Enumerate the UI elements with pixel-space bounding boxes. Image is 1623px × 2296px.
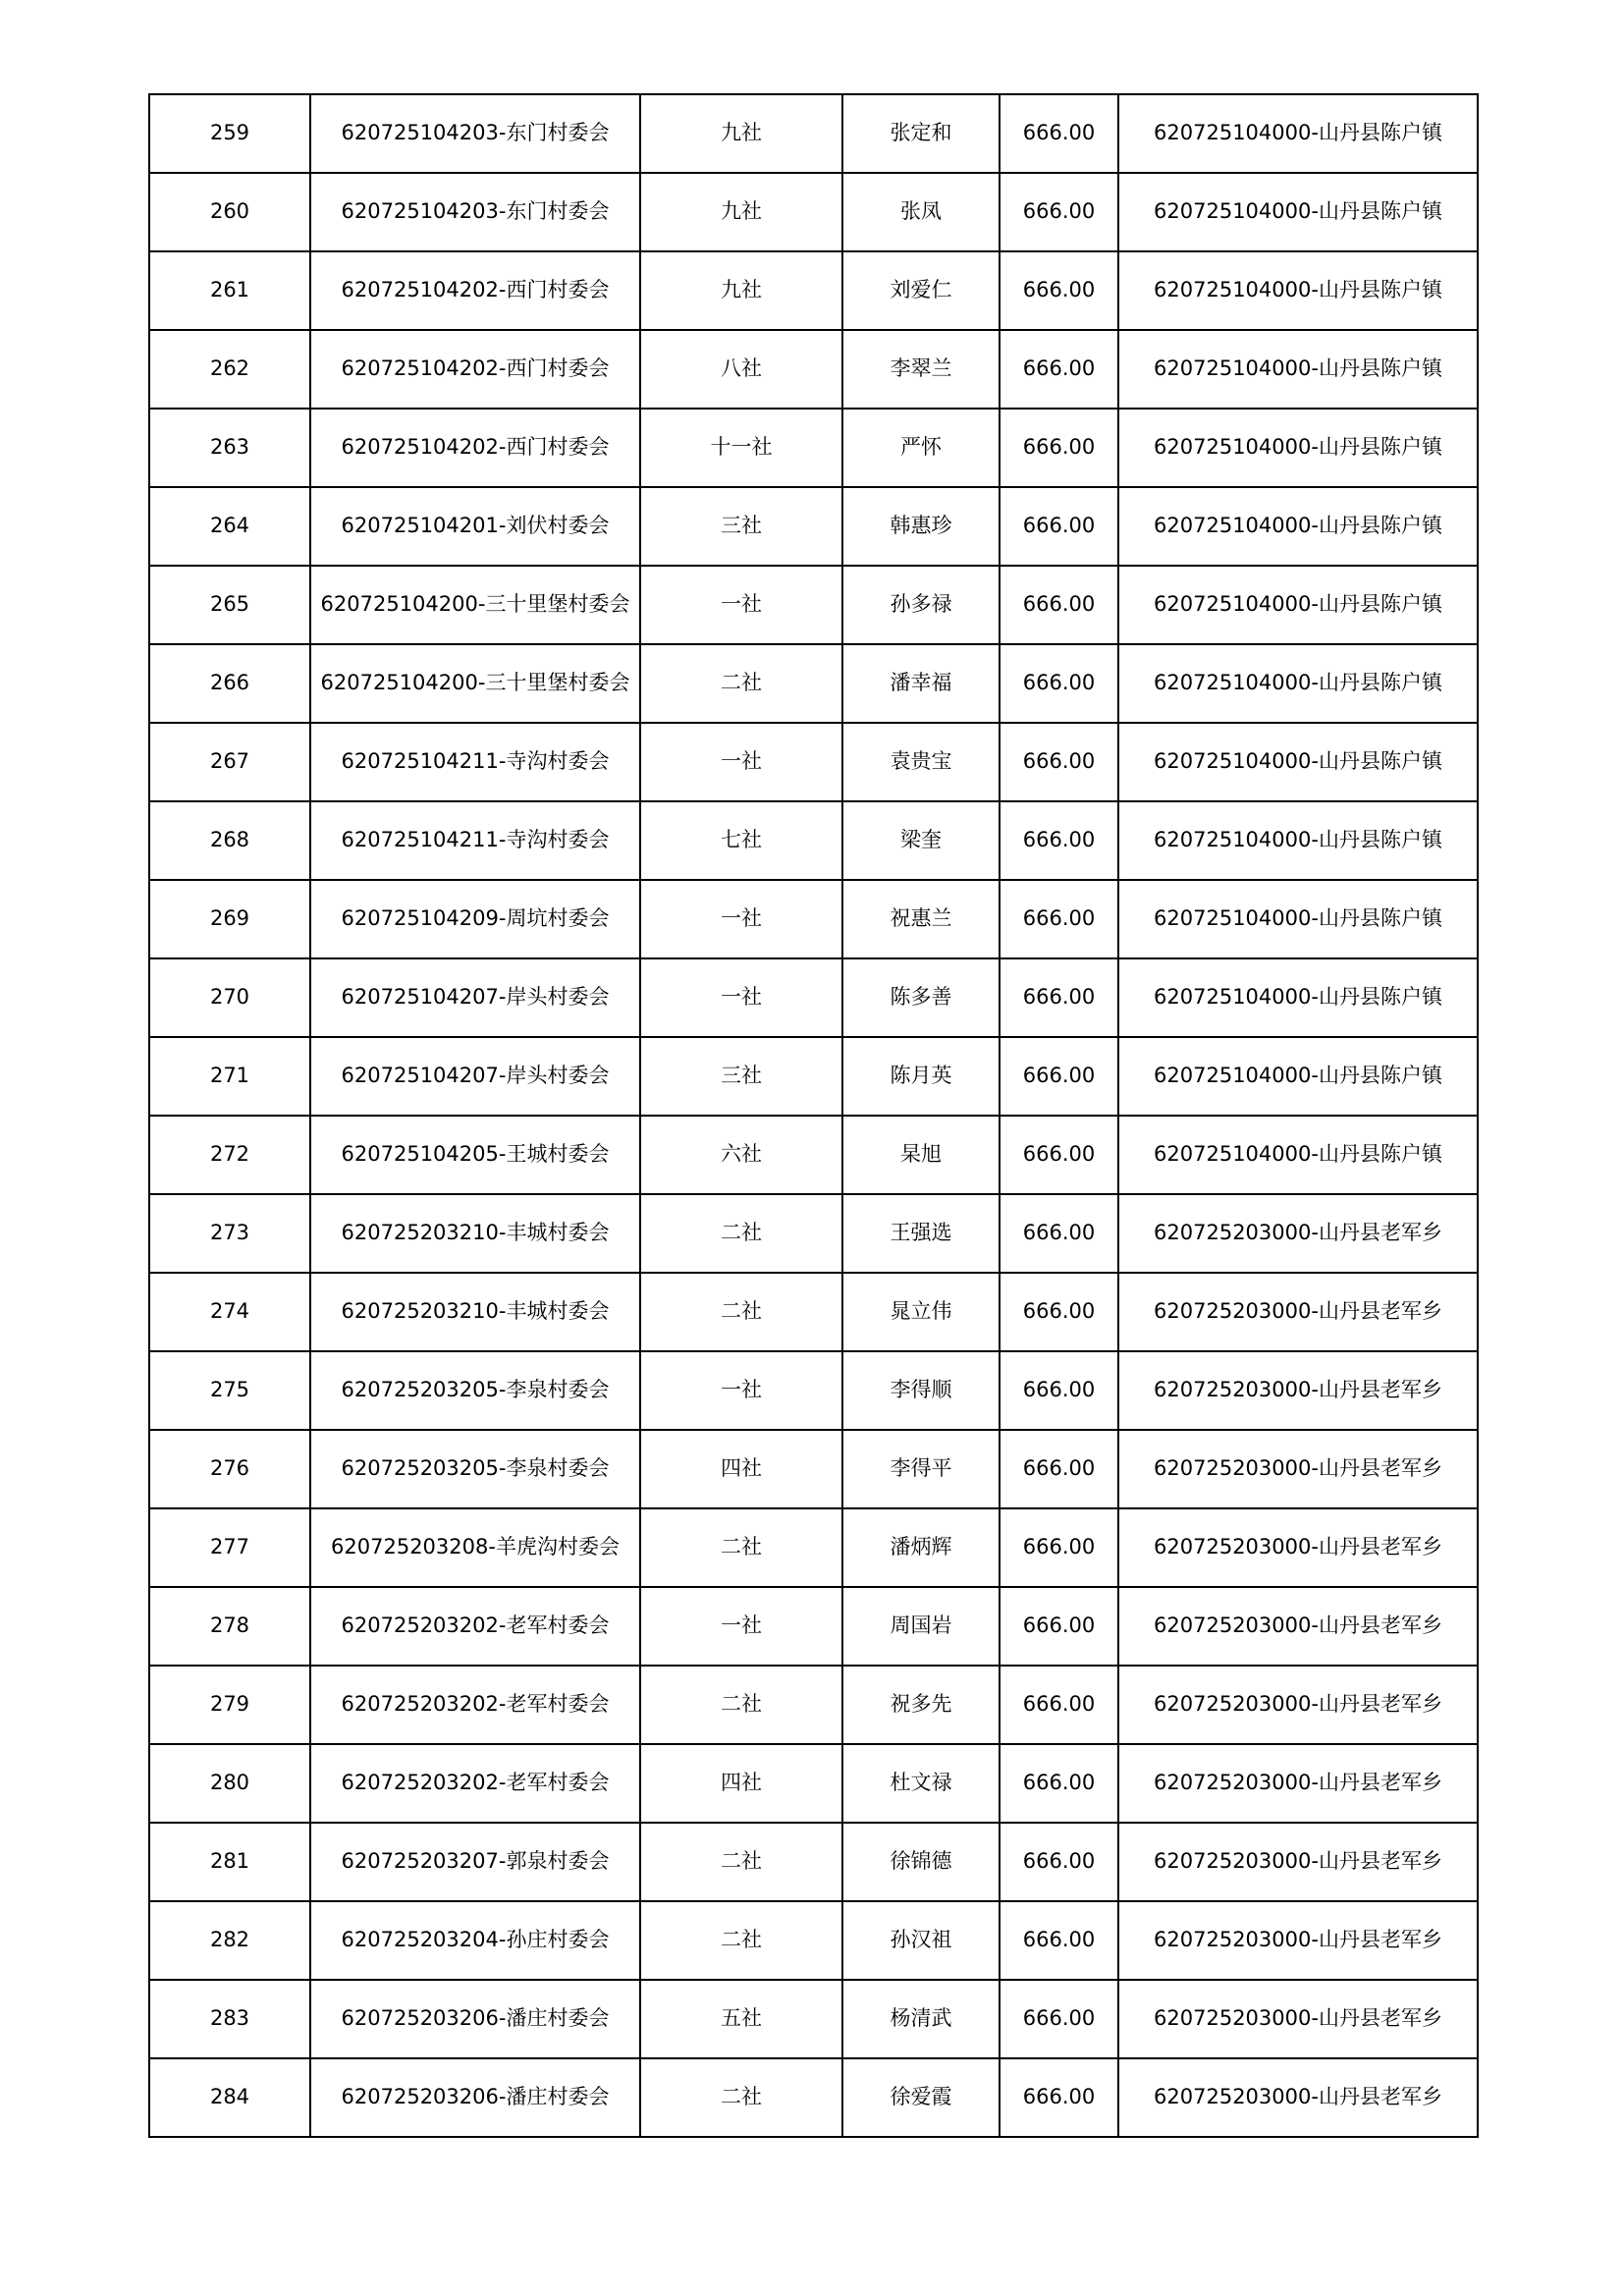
cell-amount: 666.00	[1000, 1037, 1118, 1116]
cell-person-name: 潘幸福	[842, 644, 1000, 723]
cell-amount: 666.00	[1000, 1666, 1118, 1744]
cell-amount: 666.00	[1000, 330, 1118, 409]
cell-serial-number: 273	[149, 1194, 310, 1273]
cell-town: 620725104000-山丹县陈户镇	[1118, 958, 1478, 1037]
cell-serial-number: 270	[149, 958, 310, 1037]
table-row	[149, 566, 1478, 644]
table-row	[149, 723, 1478, 801]
cell-serial-number: 275	[149, 1351, 310, 1430]
cell-serial-number: 269	[149, 880, 310, 958]
cell-person-name: 杨清武	[842, 1980, 1000, 2058]
cell-town: 620725203000-山丹县老军乡	[1118, 2058, 1478, 2137]
cell-serial-number: 261	[149, 251, 310, 330]
cell-amount: 666.00	[1000, 1273, 1118, 1351]
cell-village: 620725104201-刘伏村委会	[310, 487, 640, 566]
cell-group: 二社	[640, 1823, 842, 1901]
cell-serial-number: 266	[149, 644, 310, 723]
cell-person-name: 李得平	[842, 1430, 1000, 1508]
cell-person-name: 张定和	[842, 94, 1000, 173]
cell-town: 620725104000-山丹县陈户镇	[1118, 1116, 1478, 1194]
cell-village: 620725104200-三十里堡村委会	[310, 566, 640, 644]
cell-group: 二社	[640, 1194, 842, 1273]
cell-amount: 666.00	[1000, 1430, 1118, 1508]
cell-town: 620725203000-山丹县老军乡	[1118, 1430, 1478, 1508]
cell-person-name: 陈月英	[842, 1037, 1000, 1116]
cell-amount: 666.00	[1000, 2058, 1118, 2137]
cell-group: 一社	[640, 958, 842, 1037]
cell-group: 九社	[640, 251, 842, 330]
cell-group: 一社	[640, 723, 842, 801]
table-row	[149, 1823, 1478, 1901]
table-row	[149, 801, 1478, 880]
cell-village: 620725104207-岸头村委会	[310, 1037, 640, 1116]
cell-group: 八社	[640, 330, 842, 409]
cell-town: 620725203000-山丹县老军乡	[1118, 1980, 1478, 2058]
cell-town: 620725104000-山丹县陈户镇	[1118, 1037, 1478, 1116]
cell-town: 620725104000-山丹县陈户镇	[1118, 801, 1478, 880]
cell-village: 620725104203-东门村委会	[310, 94, 640, 173]
cell-village: 620725104203-东门村委会	[310, 173, 640, 251]
table-row	[149, 330, 1478, 409]
cell-serial-number: 274	[149, 1273, 310, 1351]
cell-group: 十一社	[640, 409, 842, 487]
cell-person-name: 潘炳辉	[842, 1508, 1000, 1587]
cell-person-name: 王强选	[842, 1194, 1000, 1273]
cell-serial-number: 281	[149, 1823, 310, 1901]
cell-group: 九社	[640, 94, 842, 173]
cell-serial-number: 272	[149, 1116, 310, 1194]
table-row	[149, 1508, 1478, 1587]
cell-group: 七社	[640, 801, 842, 880]
cell-town: 620725104000-山丹县陈户镇	[1118, 487, 1478, 566]
cell-village: 620725203210-丰城村委会	[310, 1273, 640, 1351]
cell-person-name: 徐锦德	[842, 1823, 1000, 1901]
cell-person-name: 周国岩	[842, 1587, 1000, 1666]
cell-village: 620725203205-李泉村委会	[310, 1430, 640, 1508]
cell-village: 620725203206-潘庄村委会	[310, 1980, 640, 2058]
cell-serial-number: 267	[149, 723, 310, 801]
cell-amount: 666.00	[1000, 1587, 1118, 1666]
cell-town: 620725203000-山丹县老军乡	[1118, 1744, 1478, 1823]
cell-amount: 666.00	[1000, 1351, 1118, 1430]
cell-village: 620725104202-西门村委会	[310, 251, 640, 330]
cell-amount: 666.00	[1000, 566, 1118, 644]
cell-town: 620725104000-山丹县陈户镇	[1118, 94, 1478, 173]
cell-serial-number: 277	[149, 1508, 310, 1587]
recipient-table	[148, 93, 1479, 2138]
cell-person-name: 袁贵宝	[842, 723, 1000, 801]
cell-serial-number: 283	[149, 1980, 310, 2058]
table-row	[149, 409, 1478, 487]
cell-town: 620725104000-山丹县陈户镇	[1118, 409, 1478, 487]
cell-amount: 666.00	[1000, 644, 1118, 723]
cell-group: 二社	[640, 1666, 842, 1744]
cell-town: 620725203000-山丹县老军乡	[1118, 1508, 1478, 1587]
cell-amount: 666.00	[1000, 1194, 1118, 1273]
cell-amount: 666.00	[1000, 94, 1118, 173]
cell-serial-number: 262	[149, 330, 310, 409]
cell-person-name: 刘爱仁	[842, 251, 1000, 330]
table-row	[149, 1587, 1478, 1666]
cell-amount: 666.00	[1000, 1116, 1118, 1194]
cell-town: 620725104000-山丹县陈户镇	[1118, 880, 1478, 958]
table-row	[149, 1194, 1478, 1273]
cell-amount: 666.00	[1000, 1980, 1118, 2058]
table-row	[149, 1666, 1478, 1744]
cell-village: 620725203202-老军村委会	[310, 1587, 640, 1666]
cell-village: 620725104209-周坑村委会	[310, 880, 640, 958]
cell-serial-number: 278	[149, 1587, 310, 1666]
cell-serial-number: 259	[149, 94, 310, 173]
cell-village: 620725203202-老军村委会	[310, 1744, 640, 1823]
cell-serial-number: 260	[149, 173, 310, 251]
cell-amount: 666.00	[1000, 801, 1118, 880]
cell-town: 620725203000-山丹县老军乡	[1118, 1587, 1478, 1666]
cell-person-name: 祝多先	[842, 1666, 1000, 1744]
cell-village: 620725203207-郭泉村委会	[310, 1823, 640, 1901]
cell-village: 620725104211-寺沟村委会	[310, 723, 640, 801]
cell-town: 620725104000-山丹县陈户镇	[1118, 566, 1478, 644]
table-row	[149, 2058, 1478, 2137]
cell-group: 三社	[640, 487, 842, 566]
table-row	[149, 1980, 1478, 2058]
cell-town: 620725203000-山丹县老军乡	[1118, 1194, 1478, 1273]
cell-village: 620725104207-岸头村委会	[310, 958, 640, 1037]
cell-amount: 666.00	[1000, 1744, 1118, 1823]
cell-town: 620725104000-山丹县陈户镇	[1118, 723, 1478, 801]
cell-village: 620725104202-西门村委会	[310, 409, 640, 487]
table-row	[149, 958, 1478, 1037]
cell-amount: 666.00	[1000, 173, 1118, 251]
cell-village: 620725104200-三十里堡村委会	[310, 644, 640, 723]
cell-group: 五社	[640, 1980, 842, 2058]
cell-serial-number: 276	[149, 1430, 310, 1508]
cell-group: 二社	[640, 2058, 842, 2137]
cell-group: 四社	[640, 1430, 842, 1508]
cell-person-name: 严怀	[842, 409, 1000, 487]
cell-town: 620725104000-山丹县陈户镇	[1118, 644, 1478, 723]
cell-town: 620725203000-山丹县老军乡	[1118, 1351, 1478, 1430]
cell-serial-number: 265	[149, 566, 310, 644]
cell-group: 九社	[640, 173, 842, 251]
cell-town: 620725203000-山丹县老军乡	[1118, 1273, 1478, 1351]
cell-amount: 666.00	[1000, 1823, 1118, 1901]
cell-amount: 666.00	[1000, 409, 1118, 487]
cell-group: 二社	[640, 644, 842, 723]
cell-person-name: 晁立伟	[842, 1273, 1000, 1351]
cell-amount: 666.00	[1000, 251, 1118, 330]
cell-group: 一社	[640, 1351, 842, 1430]
cell-village: 620725203206-潘庄村委会	[310, 2058, 640, 2137]
cell-village: 620725203202-老军村委会	[310, 1666, 640, 1744]
cell-person-name: 李得顺	[842, 1351, 1000, 1430]
cell-group: 二社	[640, 1273, 842, 1351]
table-row	[149, 1116, 1478, 1194]
table-row	[149, 1351, 1478, 1430]
cell-amount: 666.00	[1000, 1901, 1118, 1980]
cell-person-name: 韩惠珍	[842, 487, 1000, 566]
cell-group: 三社	[640, 1037, 842, 1116]
cell-town: 620725104000-山丹县陈户镇	[1118, 330, 1478, 409]
cell-town: 620725203000-山丹县老军乡	[1118, 1901, 1478, 1980]
cell-group: 一社	[640, 1587, 842, 1666]
cell-serial-number: 280	[149, 1744, 310, 1823]
table-row	[149, 1901, 1478, 1980]
cell-person-name: 梁奎	[842, 801, 1000, 880]
table-row	[149, 880, 1478, 958]
cell-group: 一社	[640, 566, 842, 644]
cell-village: 620725203204-孙庄村委会	[310, 1901, 640, 1980]
cell-person-name: 祝惠兰	[842, 880, 1000, 958]
recipient-table-body	[149, 94, 1478, 2137]
table-row	[149, 1037, 1478, 1116]
cell-amount: 666.00	[1000, 958, 1118, 1037]
table-row	[149, 251, 1478, 330]
cell-village: 620725104205-王城村委会	[310, 1116, 640, 1194]
cell-village: 620725203205-李泉村委会	[310, 1351, 640, 1430]
cell-serial-number: 264	[149, 487, 310, 566]
table-row	[149, 94, 1478, 173]
cell-group: 四社	[640, 1744, 842, 1823]
cell-group: 二社	[640, 1508, 842, 1587]
cell-serial-number: 268	[149, 801, 310, 880]
cell-person-name: 孙多禄	[842, 566, 1000, 644]
cell-village: 620725104202-西门村委会	[310, 330, 640, 409]
cell-town: 620725203000-山丹县老军乡	[1118, 1823, 1478, 1901]
cell-person-name: 陈多善	[842, 958, 1000, 1037]
cell-group: 一社	[640, 880, 842, 958]
cell-person-name: 杜文禄	[842, 1744, 1000, 1823]
cell-village: 620725104211-寺沟村委会	[310, 801, 640, 880]
cell-village: 620725203210-丰城村委会	[310, 1194, 640, 1273]
cell-serial-number: 263	[149, 409, 310, 487]
cell-town: 620725104000-山丹县陈户镇	[1118, 251, 1478, 330]
cell-person-name: 李翠兰	[842, 330, 1000, 409]
table-row	[149, 1430, 1478, 1508]
cell-amount: 666.00	[1000, 880, 1118, 958]
table-row	[149, 1744, 1478, 1823]
cell-serial-number: 284	[149, 2058, 310, 2137]
cell-serial-number: 271	[149, 1037, 310, 1116]
cell-town: 620725104000-山丹县陈户镇	[1118, 173, 1478, 251]
table-row	[149, 173, 1478, 251]
cell-person-name: 张凤	[842, 173, 1000, 251]
table-row	[149, 487, 1478, 566]
table-row	[149, 644, 1478, 723]
cell-village: 620725203208-羊虎沟村委会	[310, 1508, 640, 1587]
table-row	[149, 1273, 1478, 1351]
cell-town: 620725203000-山丹县老军乡	[1118, 1666, 1478, 1744]
cell-amount: 666.00	[1000, 1508, 1118, 1587]
cell-amount: 666.00	[1000, 723, 1118, 801]
cell-person-name: 杲旭	[842, 1116, 1000, 1194]
cell-serial-number: 282	[149, 1901, 310, 1980]
cell-amount: 666.00	[1000, 487, 1118, 566]
cell-group: 二社	[640, 1901, 842, 1980]
cell-group: 六社	[640, 1116, 842, 1194]
cell-serial-number: 279	[149, 1666, 310, 1744]
cell-person-name: 孙汉祖	[842, 1901, 1000, 1980]
cell-person-name: 徐爱霞	[842, 2058, 1000, 2137]
